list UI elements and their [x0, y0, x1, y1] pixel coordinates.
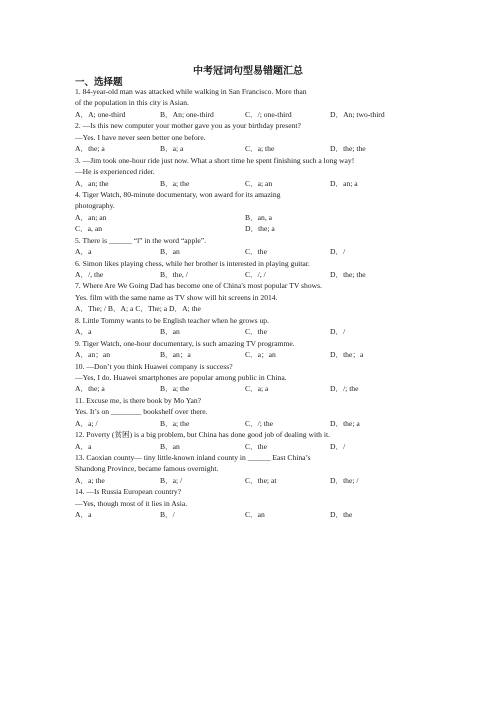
- question-line: Shandong Province, became famous overnight.: [75, 464, 219, 474]
- options-row: [75, 109, 425, 120]
- option-b[interactable]: B．a; the: [160, 178, 190, 188]
- option-c[interactable]: C．the: [245, 327, 267, 337]
- option-d[interactable]: D．/: [330, 327, 346, 337]
- option-d[interactable]: D．/: [330, 247, 346, 257]
- option-b[interactable]: B．an: [160, 247, 180, 257]
- question-line: photography.: [75, 201, 115, 211]
- question-stem: 13. Caoxian county— tiny little-known inland county in ______ East China’s: [75, 453, 311, 462]
- question-item: [75, 315, 425, 338]
- question-stem: 5. There is ______ “l” in the word “apple”.: [75, 235, 207, 245]
- question-stem: 3. —Jim took one-hour ride just now. What a short time he spent finishing such a long way!: [75, 155, 355, 165]
- option-c[interactable]: C．/; one-third: [245, 109, 292, 119]
- question-line: —Yes, I do. Huawei smartphones are popular among public in China.: [75, 372, 287, 382]
- question-stem: 9. Tiger Watch, one-hour documentary, is such amazing TV programme.: [75, 338, 295, 348]
- question-line: —He is experienced rider.: [75, 167, 155, 177]
- question-item: [75, 235, 425, 258]
- options-row: [75, 269, 425, 280]
- option-d[interactable]: D．the; the: [330, 144, 366, 154]
- question-item: [75, 429, 425, 452]
- question-stem: 4. Tiger Watch, 80-minute documentary, won award for its amazing: [75, 189, 281, 199]
- option-b[interactable]: B．a; a: [160, 144, 184, 154]
- option-c[interactable]: C．a; the: [245, 144, 275, 154]
- question-stem: 6. Simon likes playing chess, while her brother is interested in playing guitar.: [75, 258, 310, 268]
- option-d[interactable]: D．/: [330, 441, 346, 451]
- option-d[interactable]: D．the；a: [330, 350, 364, 360]
- option-d[interactable]: D．the; a: [245, 224, 275, 234]
- question-stem: 7. Where Are We Going Dad has become one of China's most popular TV shows.: [75, 281, 322, 291]
- option-b[interactable]: B．an, a: [245, 212, 272, 222]
- option-c[interactable]: C．the; at: [245, 475, 277, 485]
- option-c[interactable]: C．the: [245, 247, 267, 257]
- option-a[interactable]: A．a: [75, 441, 92, 451]
- option-a[interactable]: A．a: [75, 510, 92, 520]
- question-line: of the population in this city is Asian.: [75, 98, 189, 108]
- options-row: [75, 246, 425, 257]
- question-stem: 10. —Don’t you think Huawei company is success?: [75, 361, 233, 371]
- question-item: [75, 120, 425, 154]
- options-row: [75, 475, 425, 486]
- section-heading: 一、选择题: [75, 77, 123, 88]
- option-b[interactable]: B．a; /: [160, 475, 183, 485]
- option-d[interactable]: D．An; two-third: [330, 109, 385, 119]
- question-stem: 8. Little Tommy wants to be English teacher when he grows up.: [75, 315, 269, 325]
- option-a[interactable]: A．a: [75, 247, 92, 257]
- option-c[interactable]: C．a, an: [75, 224, 102, 234]
- question-item: [75, 361, 425, 395]
- question-item: [75, 486, 425, 520]
- option-b[interactable]: B．a; the: [160, 384, 190, 394]
- option-d[interactable]: D．/; the: [330, 384, 359, 394]
- option-a[interactable]: A．a; /: [75, 418, 98, 428]
- question-stem: 11. Excuse me, is there book by Mo Yan?: [75, 395, 202, 405]
- page-title: 中考冠词句型易错题汇总: [193, 66, 303, 77]
- question-stem: 12. Poverty (贫困) is a big problem, but China has done good job of dealing with it.: [75, 430, 330, 440]
- option-a[interactable]: A．an; an: [75, 212, 107, 222]
- question-stem: 2. —Is this new computer your mother gave you as your birthday present?: [75, 121, 301, 131]
- question-list: [75, 86, 425, 521]
- options-inline[interactable]: A．The; / B．A; a C．The; a D．A; the: [75, 304, 201, 314]
- question-stem: 1. 84-year-old man was attacked while walking in San Francisco. More than: [75, 87, 307, 96]
- question-item: [75, 155, 425, 189]
- question-item: [75, 258, 425, 281]
- options-row: [75, 178, 425, 189]
- option-c[interactable]: C．/; the: [245, 418, 274, 428]
- option-a[interactable]: A．an; the: [75, 178, 109, 188]
- question-item: [75, 452, 425, 486]
- option-b[interactable]: B．the, /: [160, 270, 188, 279]
- question-item: [75, 189, 425, 235]
- options-row: [75, 212, 425, 223]
- question-line: Yes. film with the same name as TV show will hit screens in 2014.: [75, 292, 278, 302]
- question-line: —Yes. I have never seen better one before.: [75, 132, 206, 142]
- question-item: [75, 395, 425, 429]
- options-row: [75, 326, 425, 337]
- option-a[interactable]: A．a: [75, 327, 92, 337]
- options-row: [75, 223, 425, 234]
- option-c[interactable]: C．a; an: [245, 178, 273, 188]
- option-c[interactable]: C．a; a: [245, 384, 269, 394]
- option-a[interactable]: A．the; a: [75, 384, 105, 394]
- question-item: [75, 86, 425, 120]
- option-b[interactable]: B．/: [160, 510, 175, 520]
- option-a[interactable]: A．/, the: [75, 270, 104, 279]
- question-item: [75, 280, 425, 314]
- question-item: [75, 338, 425, 361]
- options-row: [75, 349, 425, 360]
- option-d[interactable]: D．the; the: [330, 270, 366, 279]
- options-row: [75, 383, 425, 394]
- option-b[interactable]: B．An; one-third: [160, 109, 214, 119]
- option-d[interactable]: D．the: [330, 510, 353, 520]
- option-c[interactable]: C．a；an: [245, 350, 276, 360]
- options-row: [75, 441, 425, 452]
- option-b[interactable]: B．an；a: [160, 350, 191, 360]
- option-d[interactable]: D．the; /: [330, 475, 359, 485]
- option-c[interactable]: C．/, /: [245, 270, 266, 279]
- option-b[interactable]: B．an: [160, 441, 180, 451]
- question-line: Yes. It’s on ________ bookshelf over there.: [75, 407, 208, 417]
- option-a[interactable]: A．an；an: [75, 350, 111, 360]
- question-stem: 14. —Is Russia European country?: [75, 487, 182, 497]
- option-c[interactable]: C．an: [245, 510, 265, 520]
- option-c[interactable]: C．the: [245, 441, 267, 451]
- options-row: [75, 509, 425, 520]
- option-a[interactable]: A．A; one-third: [75, 109, 126, 119]
- options-row: [75, 418, 425, 429]
- option-a[interactable]: A．the; a: [75, 144, 105, 154]
- option-d[interactable]: D．an; a: [330, 178, 358, 188]
- option-b[interactable]: B．an: [160, 327, 180, 337]
- options-row: [75, 143, 425, 154]
- option-b[interactable]: B．a; the: [160, 418, 190, 428]
- question-line: —Yes, though most of it lies in Asia.: [75, 498, 188, 508]
- option-a[interactable]: A．a; the: [75, 475, 105, 485]
- option-d[interactable]: D．the; a: [330, 418, 360, 428]
